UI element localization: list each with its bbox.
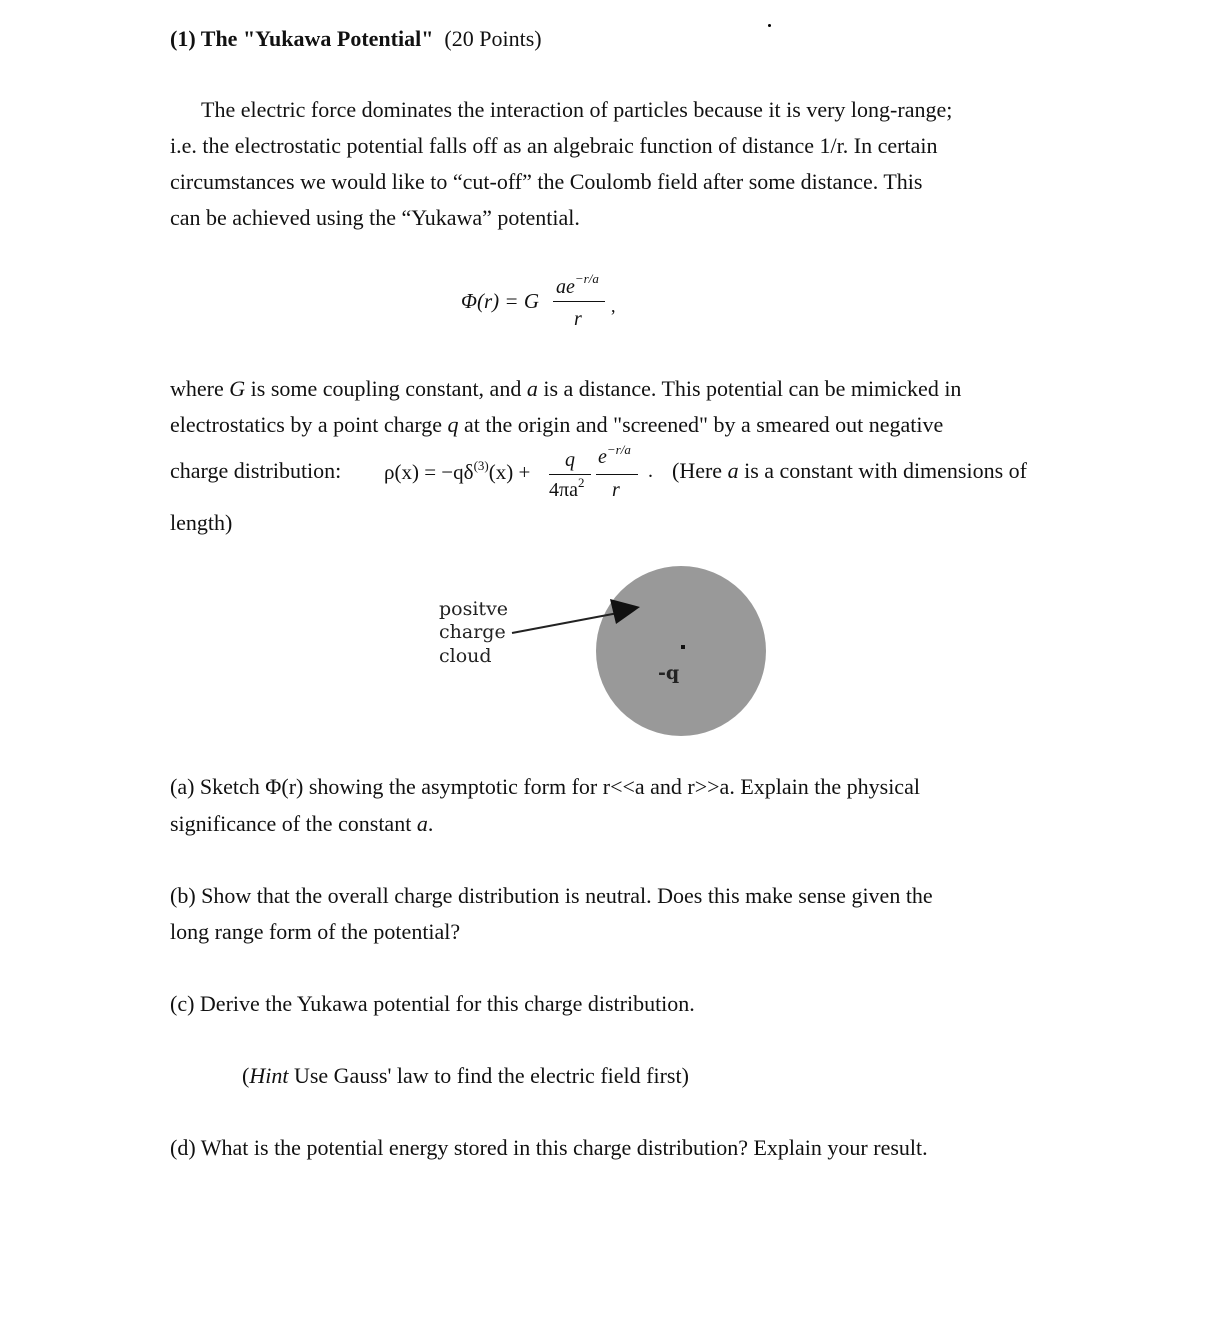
rho-sup: (3) bbox=[473, 458, 489, 473]
var-a: a bbox=[727, 458, 739, 483]
desc-text: where bbox=[170, 376, 230, 401]
hint-text: ( bbox=[242, 1063, 250, 1088]
equation-period: . bbox=[648, 460, 653, 482]
frac2-numerator bbox=[598, 442, 631, 469]
frac2-denominator: r bbox=[612, 479, 620, 501]
rho-lhs bbox=[384, 460, 530, 485]
frac1-bar bbox=[549, 474, 591, 475]
equation-numerator bbox=[556, 271, 599, 299]
part-c-line-1: (c) Derive the Yukawa potential for this charge distribution. bbox=[170, 991, 695, 1016]
var-G: G bbox=[229, 376, 246, 401]
equation-num-exp: −r/a bbox=[574, 271, 599, 286]
desc-text: is some coupling constant, and bbox=[245, 376, 527, 401]
charge-distribution-label: charge distribution: bbox=[170, 458, 342, 483]
hint-word: Hint bbox=[249, 1063, 289, 1088]
frac1-denominator bbox=[549, 475, 585, 502]
description-line-1 bbox=[170, 371, 961, 407]
frac2-bar bbox=[596, 474, 638, 475]
desc-text: is a distance. This potential can be mimicked in bbox=[537, 376, 962, 401]
part-a-text: . bbox=[427, 811, 434, 836]
cloud-label-line-1: positve bbox=[439, 598, 509, 620]
frac1-numerator: q bbox=[565, 449, 575, 471]
stray-mark bbox=[768, 24, 771, 27]
intro-line-1: The electric force dominates the interaction of particles because it is very long-range; bbox=[201, 97, 953, 122]
var-a: a bbox=[416, 811, 428, 836]
problem-title bbox=[170, 24, 542, 54]
cloud-label-line-3: cloud bbox=[439, 645, 492, 667]
problem-number: (1) bbox=[170, 26, 196, 51]
description-line-2 bbox=[170, 407, 943, 443]
part-b-line-2: long range form of the potential? bbox=[170, 919, 461, 944]
intro-line-3: circumstances we would like to “cut-off” the Coulomb field after some distance. This bbox=[170, 169, 923, 194]
frac2-num-sup: −r/a bbox=[606, 442, 631, 457]
problem-points: (20 Points) bbox=[444, 26, 542, 51]
intro-line-4: can be achieved using the “Yukawa” potential. bbox=[170, 205, 580, 230]
problem-title-text: The "Yukawa Potential" bbox=[200, 26, 434, 51]
here-text: is a constant with dimensions of bbox=[738, 458, 1027, 483]
desc-text: at the origin and "screened" by a smeared out negative bbox=[458, 412, 944, 437]
equation-comma: , bbox=[611, 296, 616, 316]
part-b-line-1: (b) Show that the overall charge distribution is neutral. Does this make sense given the bbox=[170, 883, 933, 908]
charge-label: -q bbox=[658, 662, 680, 684]
frac2-num-text: e bbox=[598, 446, 607, 468]
part-a-line-1: (a) Sketch Φ(r) showing the asymptotic form for r<<a and r>>a. Explain the physical bbox=[170, 774, 920, 799]
equation-denominator: r bbox=[574, 308, 582, 330]
equation-lhs: Φ(r) = G bbox=[461, 289, 539, 313]
charge-dot bbox=[681, 645, 685, 649]
intro-line-2: i.e. the electrostatic potential falls off as an algebraic function of distance 1/r. In certain bbox=[170, 133, 938, 158]
equation-num-base: ae bbox=[556, 276, 575, 298]
rho-lhs-text: ρ(x) = −qδ bbox=[384, 460, 474, 484]
rho-mid: (x) + bbox=[488, 460, 531, 484]
part-d-line-1: (d) What is the potential energy stored in this charge distribution? Explain your result. bbox=[170, 1135, 928, 1160]
part-a-line-2 bbox=[170, 806, 433, 842]
var-a: a bbox=[526, 376, 538, 401]
description-line-4: length) bbox=[170, 510, 233, 535]
charge-cloud-circle bbox=[596, 566, 766, 736]
frac1-den-text: 4πa bbox=[549, 479, 578, 501]
part-a-text: significance of the constant bbox=[170, 811, 417, 836]
frac1-den-sup: 2 bbox=[577, 475, 585, 490]
hint-text: Use Gauss' law to find the electric field first) bbox=[288, 1063, 689, 1088]
desc-text: electrostatics by a point charge bbox=[170, 412, 448, 437]
here-note bbox=[672, 453, 1027, 489]
hint-line bbox=[242, 1058, 689, 1094]
cloud-label-line-2: charge bbox=[439, 621, 506, 643]
here-text: (Here bbox=[672, 458, 728, 483]
var-q: q bbox=[447, 412, 459, 437]
equation-fraction-bar bbox=[553, 301, 605, 302]
